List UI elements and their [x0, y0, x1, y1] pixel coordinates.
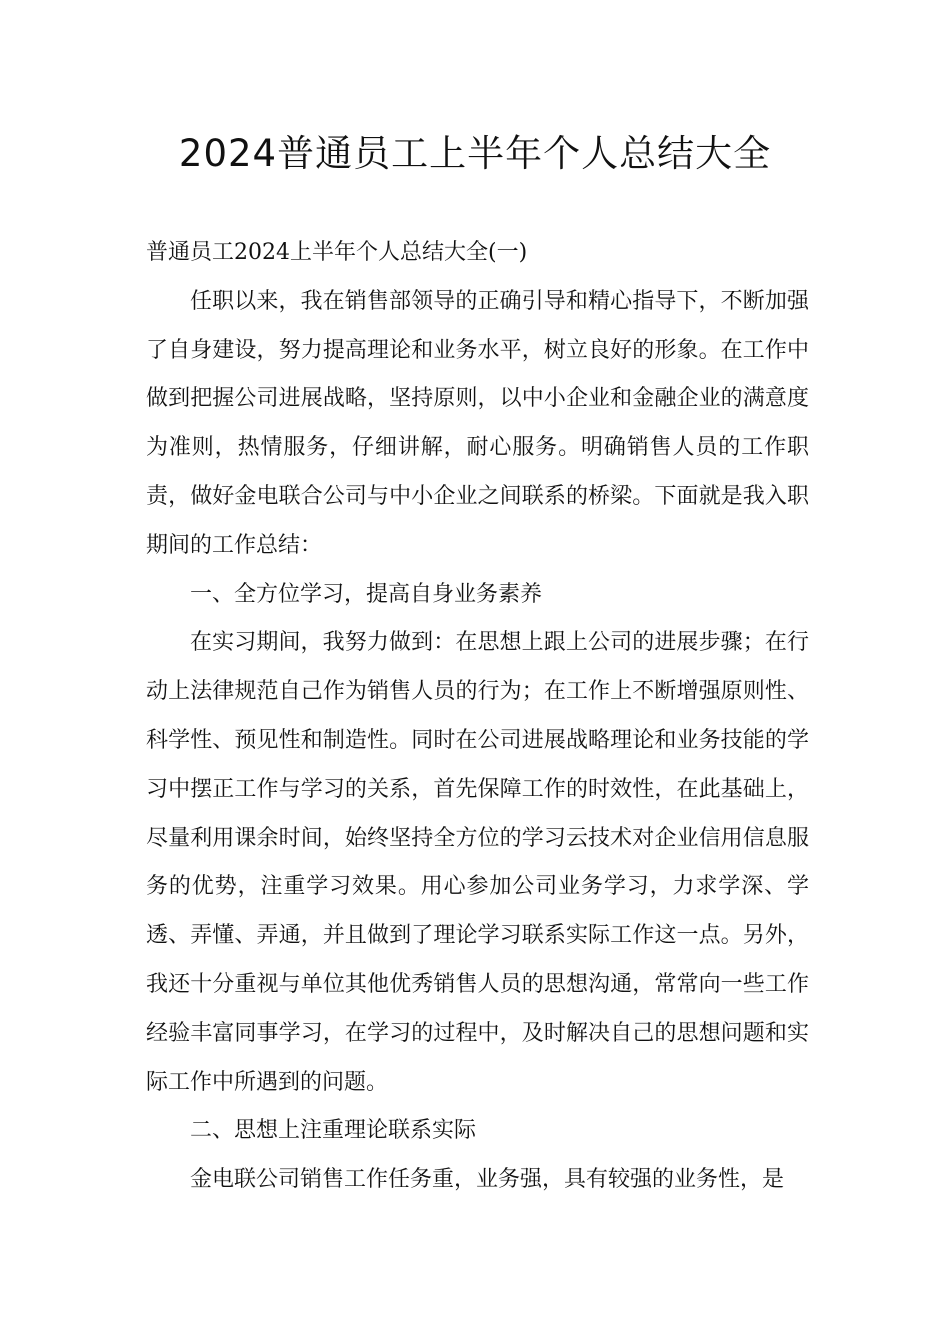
document-title: 2024普通员工上半年个人总结大全	[178, 132, 772, 175]
paragraph-practice: 金电联公司销售工作任务重，业务强，具有较强的业务性，是	[190, 1167, 785, 1193]
section-heading-one: 一、全方位学习，提高自身业务素养	[190, 581, 543, 607]
section-heading: 普通员工2024上半年个人总结大全(一)	[146, 240, 528, 265]
section-heading-two: 二、思想上注重理论联系实际	[190, 1118, 477, 1144]
paragraph-study: 在实习期间，我努力做到：在思想上跟上公司的进展步骤；在行动上法律规范自己作为销售人员的行为；在工作上不断增强原则性、科学性、预见性和制造性。同时在公司进展战略理论和业务技能的学习中摆正工作与学习的关系，首先保障工作的时效性，在此基础上，尽量利用课余时间，始终坚持全方位的学习云技术对企业信用信息服务的优势，注重学习效果。用心参加公司业务学习，力求学深、学透、弄懂、弄通，并且做到了理论学习联系实际工作这一点。另外，我还十分重视与单位其他优秀销售人员的思想沟通，常常向一些工作经验丰富同事学习，在学习的过程中，及时解决自己的思想问题和实际工作中所遇到的问题。	[146, 630, 809, 1095]
document-body	[146, 229, 809, 1205]
paragraph-intro: 任职以来，我在销售部领导的正确引导和精心指导下，不断加强了自身建设，努力提高理论和业务水平，树立良好的形象。在工作中做到把握公司进展战略，坚持原则，以中小企业和金融企业的满意度为准则，热情服务，仔细讲解，耐心服务。明确销售人员的工作职责，做好金电联合公司与中小企业之间联系的桥梁。下面就是我入职期间的工作总结：	[146, 288, 809, 558]
